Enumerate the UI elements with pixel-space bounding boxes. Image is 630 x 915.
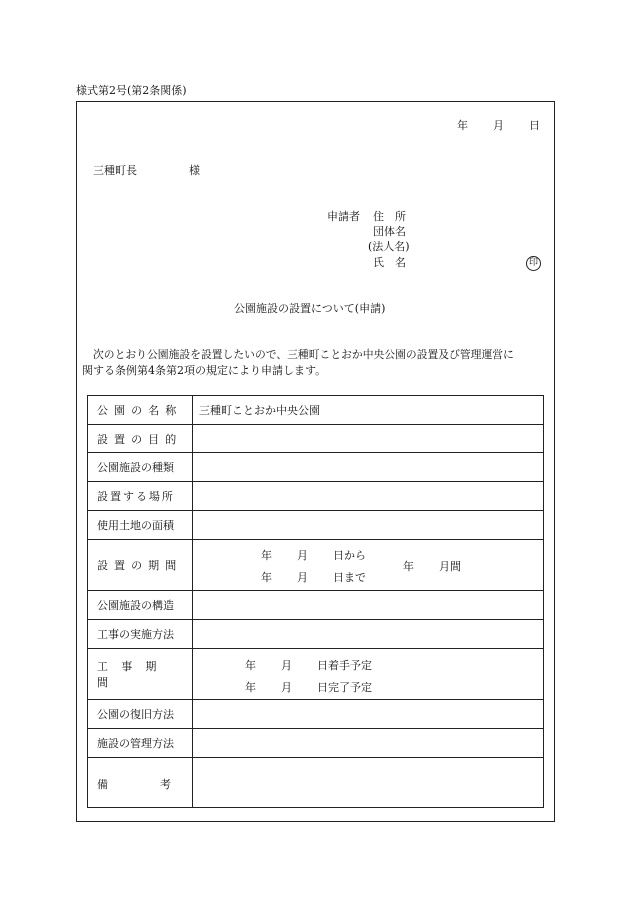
applicant-address-label: 住 所 [373, 210, 406, 223]
work-start-month: 月 [281, 659, 292, 672]
land-area-label: 使用土地の面積 [88, 511, 193, 540]
table-row [88, 729, 544, 758]
work-period-label: 工事期間 [88, 649, 193, 700]
method-value [193, 620, 544, 649]
table-row [88, 700, 544, 729]
park-name-label: 公園の名称 [88, 396, 193, 425]
addressee-name: 三種町長 [93, 164, 137, 177]
land-area-value [193, 511, 544, 540]
work-end-year: 年 [245, 681, 256, 694]
table-row [88, 540, 544, 591]
applicant-corp-label: (法人名) [368, 240, 410, 253]
period-total-month: 月間 [439, 560, 461, 573]
table-row [88, 511, 544, 540]
structure-value [193, 591, 544, 620]
period-label: 設置の期間 [88, 540, 193, 591]
table-row [88, 396, 544, 425]
period-to-year: 年 [261, 571, 272, 584]
body-text-line1: 次のとおり公園施設を設置したいので、三種町ことおか中央公園の設置及び管理運営に [93, 348, 514, 361]
structure-label: 公園施設の構造 [88, 591, 193, 620]
remarks-value [193, 758, 544, 808]
location-value [193, 482, 544, 511]
period-from-year: 年 [261, 549, 272, 562]
work-end-month: 月 [281, 681, 292, 694]
remarks-label-part1: 備 [97, 778, 108, 791]
period-value [193, 540, 544, 591]
restore-value [193, 700, 544, 729]
document-title: 公園施設の設置について(申請) [234, 302, 386, 315]
period-total-year: 年 [403, 560, 414, 573]
body-text-line2: 関する条例第4条第2項の規定により申請します。 [82, 364, 327, 377]
applicant-name-label: 氏 名 [373, 256, 406, 269]
seal-mark: 印 [526, 256, 541, 271]
table-row [88, 453, 544, 482]
addressee-honorific: 様 [189, 164, 200, 177]
table-row [88, 620, 544, 649]
date-day-label: 日 [529, 119, 540, 132]
table-row [88, 425, 544, 453]
table-row [88, 758, 544, 808]
management-value [193, 729, 544, 758]
location-label: 設置する場所 [88, 482, 193, 511]
period-to-month: 月 [297, 571, 308, 584]
work-end-day: 日完了予定 [317, 681, 372, 694]
facility-type-label: 公園施設の種類 [88, 453, 193, 482]
remarks-label [88, 758, 193, 808]
park-name-value: 三種町ことおか中央公園 [193, 396, 544, 425]
date-month-label: 月 [493, 119, 504, 132]
management-label: 施設の管理方法 [88, 729, 193, 758]
work-start-year: 年 [245, 659, 256, 672]
applicant-label: 申請者 [327, 210, 360, 223]
application-table [87, 395, 544, 808]
form-number: 様式第2号(第2条関係) [76, 84, 187, 97]
applicant-group-label: 団体名 [373, 225, 406, 238]
table-row [88, 482, 544, 511]
period-from-day: 日から [333, 549, 366, 562]
restore-label: 公園の復旧方法 [88, 700, 193, 729]
work-period-value [193, 649, 544, 700]
facility-type-value [193, 453, 544, 482]
period-to-day: 日まで [333, 571, 366, 584]
work-start-day: 日着手予定 [317, 659, 372, 672]
remarks-label-part2: 考 [160, 778, 171, 791]
method-label: 工事の実施方法 [88, 620, 193, 649]
purpose-label: 設置の目的 [88, 425, 193, 453]
date-year-label: 年 [457, 119, 468, 132]
table-row [88, 591, 544, 620]
purpose-value [193, 425, 544, 453]
period-from-month: 月 [297, 549, 308, 562]
table-row [88, 649, 544, 700]
